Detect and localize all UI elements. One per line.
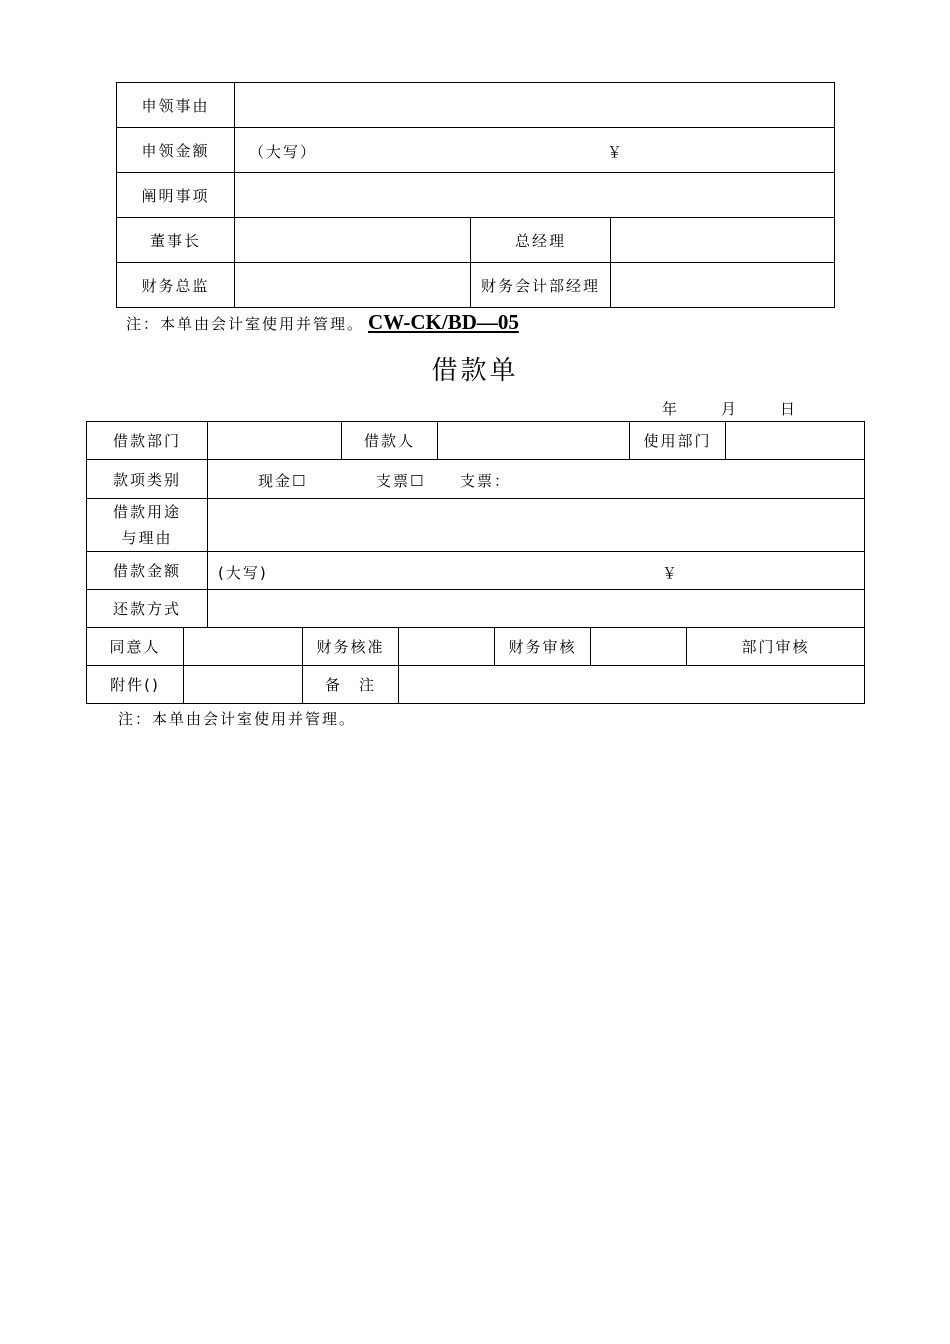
remark-label: 备 注: [303, 666, 399, 704]
cfo-label: 财务总监: [117, 263, 235, 308]
fin-review-label: 财务审核: [495, 628, 591, 666]
date-day-label: 日: [780, 400, 796, 418]
table-row: [87, 552, 865, 590]
amount-field[interactable]: [235, 128, 835, 173]
table-row: [117, 128, 835, 173]
form1-note: [126, 310, 519, 335]
table-row: [87, 666, 865, 704]
table-row: [117, 263, 835, 308]
category-label: 款项类别: [87, 460, 208, 499]
table-row: [87, 460, 865, 499]
acct-mgr-label: 财务会计部经理: [471, 263, 611, 308]
dept-field[interactable]: [208, 422, 342, 460]
fin-approve-label: 财务核准: [303, 628, 399, 666]
table-row: [87, 628, 865, 666]
form1-note-text: 注：本单由会计室使用并管理。: [126, 315, 365, 333]
purpose-label-line2: 与理由: [121, 529, 173, 547]
reason-field[interactable]: [235, 83, 835, 128]
loan-amount-daxie-label: (大写): [218, 564, 268, 582]
dept-label: 借款部门: [87, 422, 208, 460]
gm-field[interactable]: [611, 218, 835, 263]
amount-yen-label: ￥: [607, 143, 625, 161]
loan-amount-label: 借款金额: [87, 552, 208, 590]
request-form-table: [116, 82, 835, 308]
date-year-label: 年: [662, 400, 678, 418]
explain-label: 阐明事项: [117, 173, 235, 218]
table-row: [117, 173, 835, 218]
purpose-label: [87, 499, 208, 552]
cash-checkbox[interactable]: 现金☐: [258, 472, 308, 490]
purpose-label-line1: 借款用途: [113, 503, 182, 521]
table-row: [87, 590, 865, 628]
reason-label: 申领事由: [117, 83, 235, 128]
loan-form-table: [86, 421, 865, 704]
purpose-field[interactable]: [208, 499, 865, 552]
form-code: CW-CK/BD—05: [368, 310, 519, 334]
table-row: [117, 83, 835, 128]
acct-mgr-field[interactable]: [611, 263, 835, 308]
repay-label: 还款方式: [87, 590, 208, 628]
amount-label: 申领金额: [117, 128, 235, 173]
form2-note: 注：本单由会计室使用并管理。: [118, 710, 357, 728]
borrower-label: 借款人: [342, 422, 438, 460]
approver-label: 同意人: [87, 628, 184, 666]
attachment-field[interactable]: [184, 666, 303, 704]
explain-field[interactable]: [235, 173, 835, 218]
gm-label: 总经理: [471, 218, 611, 263]
loan-amount-yen-label: ￥: [662, 564, 680, 582]
chairman-field[interactable]: [235, 218, 471, 263]
use-dept-label: 使用部门: [630, 422, 726, 460]
cfo-field[interactable]: [235, 263, 471, 308]
category-field: [208, 460, 865, 499]
remark-field[interactable]: [399, 666, 865, 704]
use-dept-field[interactable]: [726, 422, 865, 460]
cheque-label: 支票：: [460, 472, 512, 490]
chairman-label: 董事长: [117, 218, 235, 263]
cheque-checkbox[interactable]: 支票☐: [376, 472, 426, 490]
page-title: 借款单: [431, 356, 519, 386]
table-row: [87, 422, 865, 460]
loan-amount-field[interactable]: [208, 552, 865, 590]
approver-field[interactable]: [184, 628, 303, 666]
attachment-label: 附件(): [87, 666, 184, 704]
fin-review-field[interactable]: [591, 628, 687, 666]
date-month-label: 月: [721, 400, 737, 418]
fin-approve-field[interactable]: [399, 628, 495, 666]
table-row: [87, 499, 865, 552]
borrower-field[interactable]: [438, 422, 630, 460]
repay-field[interactable]: [208, 590, 865, 628]
table-row: [117, 218, 835, 263]
dept-review-label: 部门审核: [687, 628, 865, 666]
amount-daxie-label: （大写）: [249, 143, 318, 161]
